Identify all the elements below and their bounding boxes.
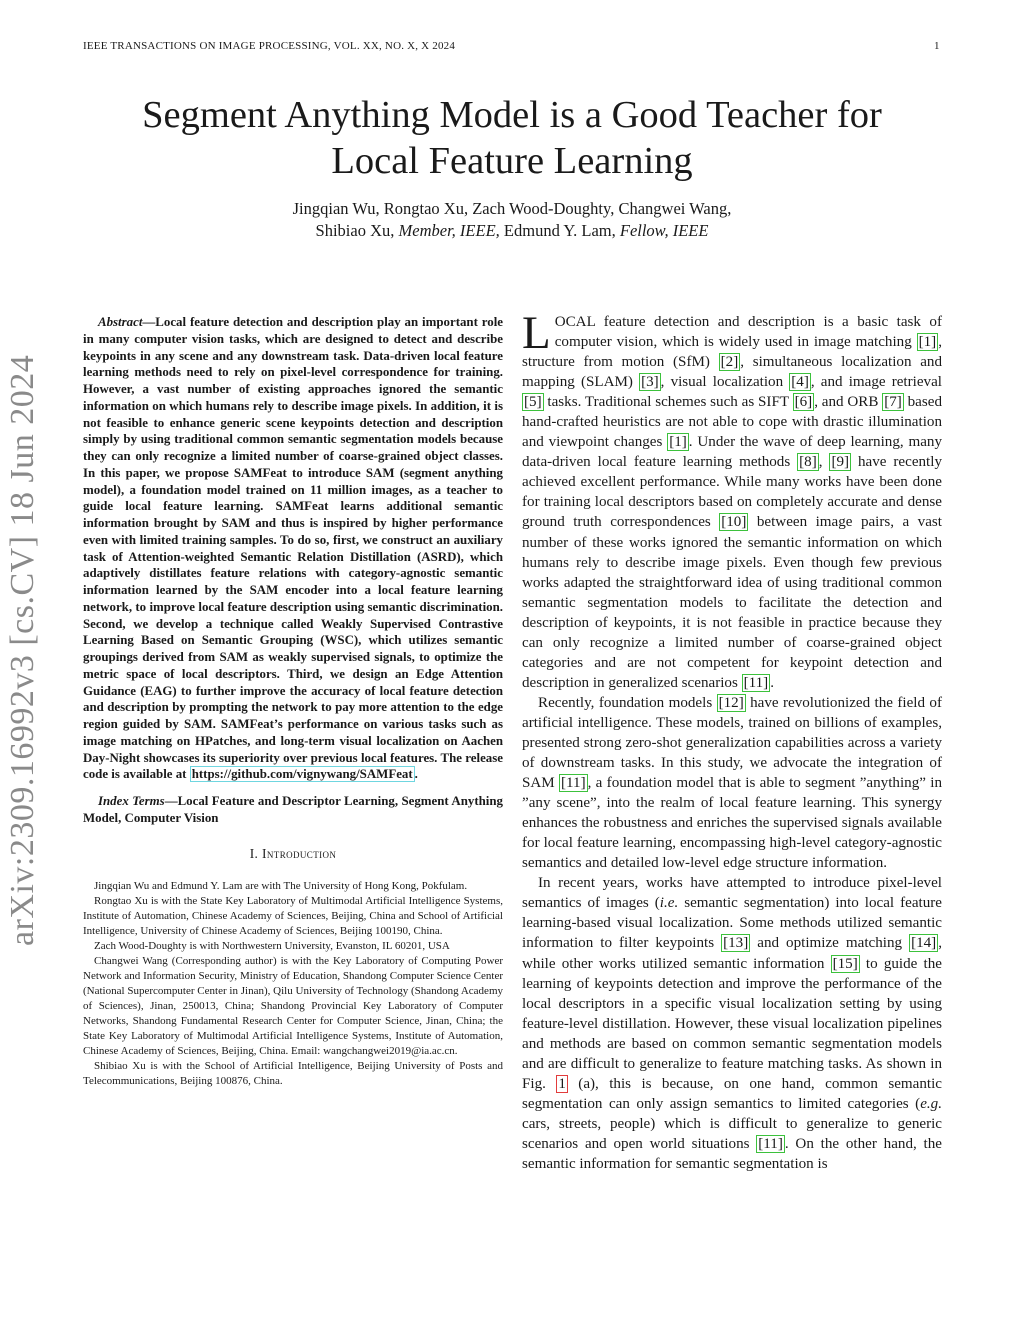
citation-link[interactable]: [9]	[831, 454, 850, 471]
body-text: between image pairs, a vast number of these works ignored the semantic information on which humans rely to describe image pixels. Even though few previous works adapted the straightforward idea of using traditional common semantic segmentation models to facilitate the detection and description of keypoints, it is not feasible in practice because they can only recognize a limited number of coarse-grained object categories and are not competent for keypoint detection and description in generalized scenarios	[522, 514, 942, 691]
body-text: have recently achieved excellent performance. While many works have been done for training local descriptors based on completely accurate and dense ground truth correspondences	[522, 454, 942, 531]
index-terms	[83, 793, 503, 827]
footnote: Shibiao Xu is with the School of Artificial Intelligence, Beijing University of Posts and Telecommunications, Beijing 100876, China.	[83, 1060, 503, 1088]
citation-link[interactable]: [13]	[723, 935, 749, 952]
intro-paragraph-1	[522, 307, 943, 693]
body-text: . On the other hand, the semantic information for semantic segmentation is	[522, 1135, 942, 1172]
footnote: Jingqian Wu and Edmund Y. Lam are with The University of Hong Kong, Pokfulam.	[94, 879, 468, 892]
citation-link[interactable]: [11]	[743, 674, 769, 691]
body-text: ,	[818, 454, 830, 471]
citation-link[interactable]: [14]	[911, 935, 937, 952]
citation-link[interactable]: [11]	[561, 775, 586, 792]
citation-link[interactable]: [4]	[791, 374, 809, 391]
index-terms-label: Index Terms	[98, 794, 165, 808]
authors-line-1: Jingqian Wu, Rongtao Xu, Zach Wood-Doughty, Changwei Wang,	[292, 199, 732, 218]
footnote: Zach Wood-Doughty is with Northwestern University, Evanston, IL 60201, USA	[94, 939, 450, 952]
citation-link[interactable]: [15]	[832, 955, 858, 972]
body-text: cars, streets, people) which is difficult to generalize to generic scenarios and open world situations	[522, 1115, 942, 1152]
citation-link[interactable]: [1]	[669, 434, 687, 451]
abstract-end: .	[414, 767, 418, 782]
title-line-1: Segment Anything Model is a Good Teacher for	[142, 94, 882, 136]
abstract-label: Abstract	[98, 315, 143, 329]
body-text: , structure from motion (SfM)	[522, 334, 942, 371]
body-text: , while other works utilized semantic information	[522, 935, 942, 972]
citation-link[interactable]: [6]	[794, 394, 813, 411]
left-column	[83, 314, 503, 1089]
body-text: , and image retrieval	[810, 374, 942, 391]
body-text: have revolutionized the field of artificial intelligence. These models, trained on billions of examples, presented strong zero-shot generalization capabilities across a variety of downstream tasks. In this study, we advocate the integration of SAM	[522, 694, 942, 792]
citation-link[interactable]: [7]	[884, 394, 902, 411]
figure-link[interactable]: 1	[558, 1075, 566, 1092]
citation-link[interactable]: [11]	[758, 1135, 783, 1152]
author-membership: Member, IEEE,	[398, 221, 500, 240]
citation-link[interactable]: [1]	[918, 334, 937, 351]
latin-abbrev: i.e.	[659, 895, 679, 912]
body-text: to guide the learning of keypoints detection and improve the performance of the local descriptors in a specific visual localization setting by using feature-level distillation. However, these visual localization pipelines and methods are based on common semantic segmentation models and are difficult to generalize to feature matching tasks. As shown in Fig.	[522, 955, 942, 1092]
citation-link[interactable]: [10]	[721, 514, 747, 531]
body-text: , a foundation model that is able to segment ”anything” in ”any scene”, into the realm of local feature learning. This synergy enhances the robustness and enriches the supervised signals available for local feature learning, encompassing high-level category-agnostic semantics and detailed low-level edge structure information.	[522, 775, 942, 872]
body-text: In recent years, works have attempted to introduce pixel-level semantics of images (	[522, 875, 942, 912]
footnote: Changwei Wang (Corresponding author) is with the Key Laboratory of Computing Power Network and Information Security, Ministry of Education, Shandong Computer Science Center (National Supercomputer Center in Jinan), Qilu University of Technology (Shandong Academy of Sciences), Jinan, 250013, China; Shandong Provincial Key Laboratory of Computer Networks, Shandong Fundamental Research Center for Computer Science, Jinan, China; the State Key Laboratory of Multimodal Artificial Intelligence Systems, Institute of Automation, Chinese Academy of Sciences, Beijing, China. Email: wangchangwei2019@ia.ac.cn.	[83, 954, 503, 1058]
authors-line-2	[60, 220, 964, 242]
paper-title	[60, 92, 964, 184]
author-list	[60, 198, 964, 242]
title-line-2: Local Feature Learning	[331, 140, 693, 182]
section-title: Introduction	[262, 845, 337, 861]
body-text: semantic segmentation) into local feature learning-based visual localization. Some methods utilized semantic information to filter keypoints	[522, 895, 942, 952]
body-text: tasks. Traditional schemes such as SIFT	[543, 394, 793, 411]
intro-paragraph-2	[522, 693, 942, 873]
body-text: Recently, foundation models	[538, 694, 717, 711]
author-name: Edmund Y. Lam,	[499, 221, 620, 240]
body-text: . Under the wave of deep learning, many data-driven local feature learning methods	[522, 434, 943, 471]
citation-link[interactable]: [12]	[718, 694, 744, 711]
body-text: , simultaneous localization and mapping (SLAM)	[522, 354, 942, 391]
body-text: , visual localization	[660, 374, 790, 391]
arxiv-stamp: arXiv:2309.16992v3 [cs.CV] 18 Jun 2024	[4, 354, 41, 946]
latin-abbrev: e.g.	[920, 1095, 942, 1112]
abstract	[83, 314, 503, 783]
citation-link[interactable]: [5]	[524, 394, 542, 411]
code-link[interactable]: https://github.com/vignywang/SAMFeat	[191, 767, 413, 782]
drop-cap: L	[522, 307, 551, 359]
body-text: OCAL feature detection and description is a basic task of computer vision, which is widely used in image matching	[554, 314, 942, 351]
abstract-text: —Local feature detection and description play an important role in many computer vision tasks, which are designed to detect and describe keypoints in any scene and any downstream task. Data-driven local feature learning methods need to rely on pixel-level correspondence for training. However, a vast number of existing approaches ignored the semantic information on which humans rely to describe image pixels. In addition, it is not feasible to enhance generic scene keypoints detection and description simply by using traditional common semantic segmentation models because they can only recognize a limited number of coarse-grained object classes. In this paper, we propose SAMFeat to introduce SAM (segment anything model), a foundation model trained on 11 million images, as a teacher to guide local feature learning. SAMFeat learns additional semantic information brought by SAM and thus is inspired by higher performance even with limited training samples. To do so, first, we construct an auxiliary task of Attention-weighted Semantic Relation Distillation (ASRD), which adaptively distillates feature relations with category-agnostic semantic information learned by the SAM encoder into a local feature learning network, to improve local feature description using semantic discrimination. Second, we develop a technique called Weakly Supervised Contrastive Learning Based on Semantic Grouping (WSC), which utilizes semantic groupings derived from SAM as weakly supervised signals, to optimize the metric space of local descriptors. Third, we design an Edge Attention Guidance (EAG) to further improve the accuracy of local feature detection and description by prompting the network to pay more attention to the edge region guided by SAM. SAMFeat’s performance on various tasks such as image matching on HPatches, and long-term visual localization on Aachen Day-Night showcases its superiority over previous local features. The release code is available at	[83, 315, 503, 782]
body-text: based hand-crafted heuristics are not able to cope with drastic illumination and viewpoint changes	[522, 394, 942, 451]
right-column	[522, 307, 943, 1174]
running-head: IEEE TRANSACTIONS ON IMAGE PROCESSING, VOL. XX, NO. X, X 2024	[83, 40, 456, 52]
author-name: Shibiao Xu,	[315, 221, 399, 240]
intro-paragraph-3	[522, 873, 942, 1174]
footnote: Rongtao Xu is with the State Key Laboratory of Multimodal Artificial Intelligence Systems, Institute of Automation, Chinese Academy of Sciences, Beijing, China and School of Artificial Intelligence, University of Chinese Academy of Sciences, Beijing 100190, China.	[83, 894, 503, 937]
section-heading	[83, 846, 503, 862]
body-text: .	[770, 674, 774, 691]
citation-link[interactable]: [8]	[799, 454, 817, 471]
section-number: I.	[249, 845, 263, 861]
author-membership: Fellow, IEEE	[619, 221, 709, 240]
index-terms-text: —Local Feature and Descriptor Learning, Segment Anything Model, Computer Vision	[83, 794, 503, 825]
body-text: , and ORB	[814, 394, 883, 411]
body-text: and optimize matching	[750, 935, 910, 952]
page-number: 1	[934, 40, 940, 52]
citation-link[interactable]: [3]	[641, 374, 659, 391]
body-text: (a), this is because, on one hand, common semantic segmentation can only assign semantics to limited categories (	[522, 1075, 942, 1112]
citation-link[interactable]: [2]	[720, 354, 739, 371]
